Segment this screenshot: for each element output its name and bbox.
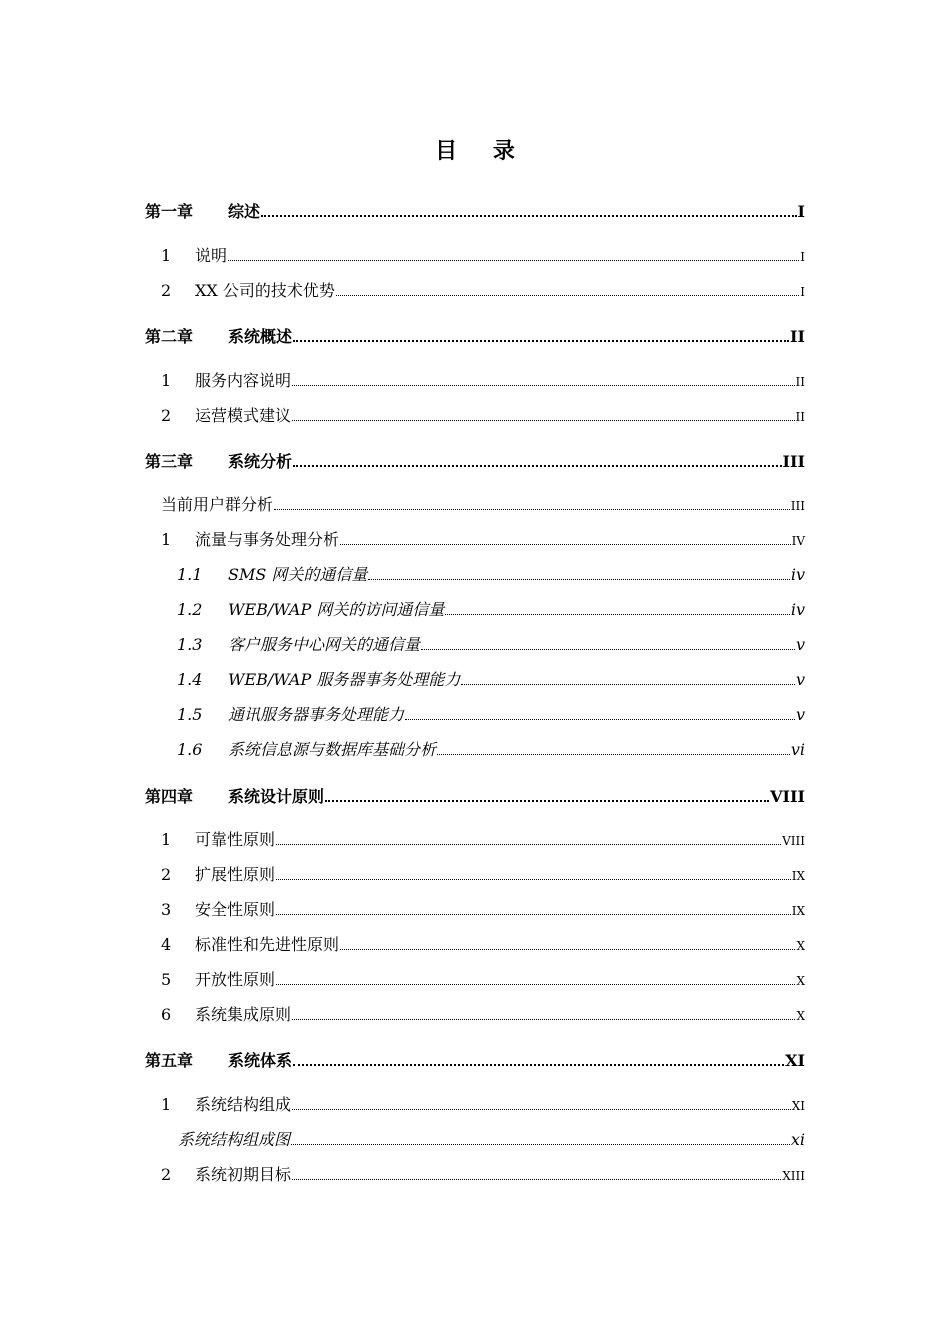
- toc-entry-number: 第二章: [145, 327, 194, 346]
- toc-entry-chapter[interactable]: [0, 323, 805, 347]
- toc-entry-page-number: XI: [791, 1099, 805, 1113]
- toc-entry-section[interactable]: [0, 862, 805, 886]
- toc-entry-title: 系统结构组成: [195, 1095, 292, 1114]
- toc-entry-page-number: I: [797, 202, 805, 221]
- toc-entry-page-number: III: [782, 452, 805, 471]
- dot-leader: [276, 827, 781, 845]
- toc-entry-title: XX 公司的技术优势: [195, 281, 335, 300]
- toc-entry-number: 1.3: [177, 635, 203, 654]
- page-title: 目 录: [435, 138, 529, 164]
- toc-entry-number: 4: [161, 935, 172, 954]
- toc-entry-number: 1: [161, 1095, 172, 1114]
- toc-entry-section[interactable]: [0, 1092, 805, 1116]
- toc-entry-title: 系统初期目标: [195, 1165, 292, 1184]
- toc-entry-section[interactable]: [0, 527, 805, 551]
- dot-leader: [274, 492, 790, 510]
- toc-entry-title: 通讯服务器事务处理能力: [228, 705, 405, 724]
- toc-entry-number: 1: [161, 246, 172, 265]
- toc-entry-page-number: vi: [790, 740, 805, 759]
- toc-entry-number: 1: [161, 530, 172, 549]
- dot-leader: [292, 1162, 781, 1180]
- toc-entry-sub[interactable]: [0, 562, 805, 586]
- toc-entry-number: 5: [161, 970, 172, 989]
- toc-entry-section[interactable]: [0, 278, 805, 302]
- dot-leader: [261, 198, 797, 217]
- dot-leader: [292, 368, 795, 386]
- toc-entry-title: 系统概述: [228, 327, 293, 346]
- toc-entry-page-number: IX: [791, 904, 805, 918]
- dot-leader: [291, 1127, 790, 1145]
- toc-entry-page-number: iv: [790, 565, 805, 584]
- dot-leader: [437, 737, 790, 755]
- dot-leader: [292, 1092, 791, 1110]
- toc-entry-title: 运营模式建议: [195, 406, 292, 425]
- dot-leader: [461, 667, 795, 685]
- toc-entry-sub[interactable]: [0, 597, 805, 621]
- toc-entry-title: 说明: [195, 246, 228, 265]
- toc-entry-number: 第四章: [145, 787, 194, 806]
- toc-entry-title: 系统体系: [228, 1051, 293, 1070]
- toc-entry-number: 2: [161, 865, 172, 884]
- toc-entry-page-number: iv: [790, 600, 805, 619]
- toc-entry-section[interactable]: [0, 403, 805, 427]
- toc-entry-title: 可靠性原则: [195, 830, 276, 849]
- dot-leader: [292, 1002, 795, 1020]
- toc-entry-title: 系统集成原则: [195, 1005, 292, 1024]
- toc-entry-title: 标准性和先进性原则: [195, 935, 340, 954]
- toc-entry-page-number: XI: [785, 1051, 805, 1070]
- dot-leader: [336, 278, 799, 296]
- toc-entry-number: 第一章: [145, 202, 194, 221]
- toc-entry-page-number: X: [796, 974, 805, 988]
- toc-entry-chapter[interactable]: [0, 783, 805, 807]
- toc-entry-title: 安全性原则: [195, 900, 276, 919]
- dot-leader: [276, 862, 791, 880]
- toc-entry-title: 客户服务中心网关的通信量: [228, 635, 421, 654]
- dot-leader: [293, 1047, 784, 1066]
- toc-entry-page-number: VIII: [770, 787, 805, 806]
- toc-entry-chapter[interactable]: [0, 198, 805, 222]
- toc-entry-page-number: III: [790, 499, 805, 513]
- toc-entry-sub[interactable]: [0, 737, 805, 761]
- dot-leader: [368, 562, 789, 580]
- toc-entry-sub[interactable]: [0, 632, 805, 656]
- toc-entry-section[interactable]: [0, 368, 805, 392]
- toc-entry-number: 1.5: [177, 705, 203, 724]
- toc-entry-number: 1: [161, 830, 172, 849]
- toc-entry-page-number: II: [795, 410, 805, 424]
- toc-entry-number: 2: [161, 281, 172, 300]
- toc-entry-page-number: VIII: [782, 834, 805, 848]
- toc-entry-title: SMS 网关的通信量: [228, 565, 368, 584]
- toc-entry-page-number: xi: [790, 1130, 805, 1149]
- toc-entry-number: 1: [161, 371, 172, 390]
- dot-leader: [292, 403, 795, 421]
- dot-leader: [228, 243, 799, 261]
- toc-entry-sub[interactable]: [0, 702, 805, 726]
- toc-entry-title: 流量与事务处理分析: [195, 530, 340, 549]
- toc-entry-title: 系统设计原则: [228, 787, 325, 806]
- toc-entry-page-number: X: [796, 1009, 805, 1023]
- dot-leader: [325, 783, 769, 802]
- toc-entry-title: 当前用户群分析: [161, 495, 274, 514]
- toc-entry-title: 扩展性原则: [195, 865, 276, 884]
- toc-entry-chapter[interactable]: [0, 448, 805, 472]
- dot-leader: [421, 632, 795, 650]
- toc-entry-page-number: II: [790, 327, 805, 346]
- toc-entry-page-number: v: [795, 635, 805, 654]
- dot-leader: [340, 527, 791, 545]
- toc-entry-title: 综述: [228, 202, 261, 221]
- dot-leader: [405, 702, 795, 720]
- toc-entry-section[interactable]: [0, 243, 805, 267]
- toc-entry-number: 1.4: [177, 670, 203, 689]
- toc-entry-number: 2: [161, 1165, 172, 1184]
- toc-entry-section[interactable]: [0, 967, 805, 991]
- toc-entry-page-number: XIII: [782, 1169, 805, 1183]
- toc-entry-number: 6: [161, 1005, 172, 1024]
- dot-leader: [276, 897, 791, 915]
- toc-entry-chapter[interactable]: [0, 1047, 805, 1071]
- toc-entry-section[interactable]: [0, 1162, 805, 1186]
- dot-leader: [276, 967, 795, 985]
- toc-entry-page-number: v: [795, 670, 805, 689]
- toc-entry-plain[interactable]: [0, 492, 805, 516]
- toc-entry-number: 1.1: [177, 565, 203, 584]
- toc-entry-title: 系统分析: [228, 452, 293, 471]
- toc-entry-page-number: X: [796, 939, 805, 953]
- toc-entry-figure[interactable]: [0, 1127, 805, 1151]
- toc-entry-section[interactable]: [0, 1002, 805, 1026]
- toc-entry-title: 系统结构组成图: [178, 1130, 291, 1149]
- toc-entry-page-number: IX: [791, 869, 805, 883]
- toc-entry-number: 1.6: [177, 740, 203, 759]
- toc-entry-number: 1.2: [177, 600, 203, 619]
- toc-entry-number: 3: [161, 900, 172, 919]
- toc-entry-section[interactable]: [0, 932, 805, 956]
- toc-entry-page-number: II: [795, 375, 805, 389]
- toc-entry-title: WEB/WAP 服务器事务处理能力: [228, 670, 461, 689]
- toc-entry-section[interactable]: [0, 827, 805, 851]
- dot-leader: [293, 323, 789, 342]
- toc-entry-title: 系统信息源与数据库基础分析: [228, 740, 437, 759]
- toc-entry-page-number: I: [800, 285, 805, 299]
- toc-entry-title: WEB/WAP 网关的访问通信量: [228, 600, 445, 619]
- dot-leader: [293, 448, 782, 467]
- toc-entry-section[interactable]: [0, 897, 805, 921]
- dot-leader: [340, 932, 795, 950]
- toc-entry-number: 第三章: [145, 452, 194, 471]
- toc-entry-number: 第五章: [145, 1051, 194, 1070]
- toc-entry-sub[interactable]: [0, 667, 805, 691]
- toc-entry-title: 开放性原则: [195, 970, 276, 989]
- toc-entry-number: 2: [161, 406, 172, 425]
- toc-entry-page-number: I: [800, 250, 805, 264]
- toc-entry-page-number: v: [795, 705, 805, 724]
- toc-entry-title: 服务内容说明: [195, 371, 292, 390]
- toc-entry-page-number: IV: [791, 534, 805, 548]
- dot-leader: [445, 597, 790, 615]
